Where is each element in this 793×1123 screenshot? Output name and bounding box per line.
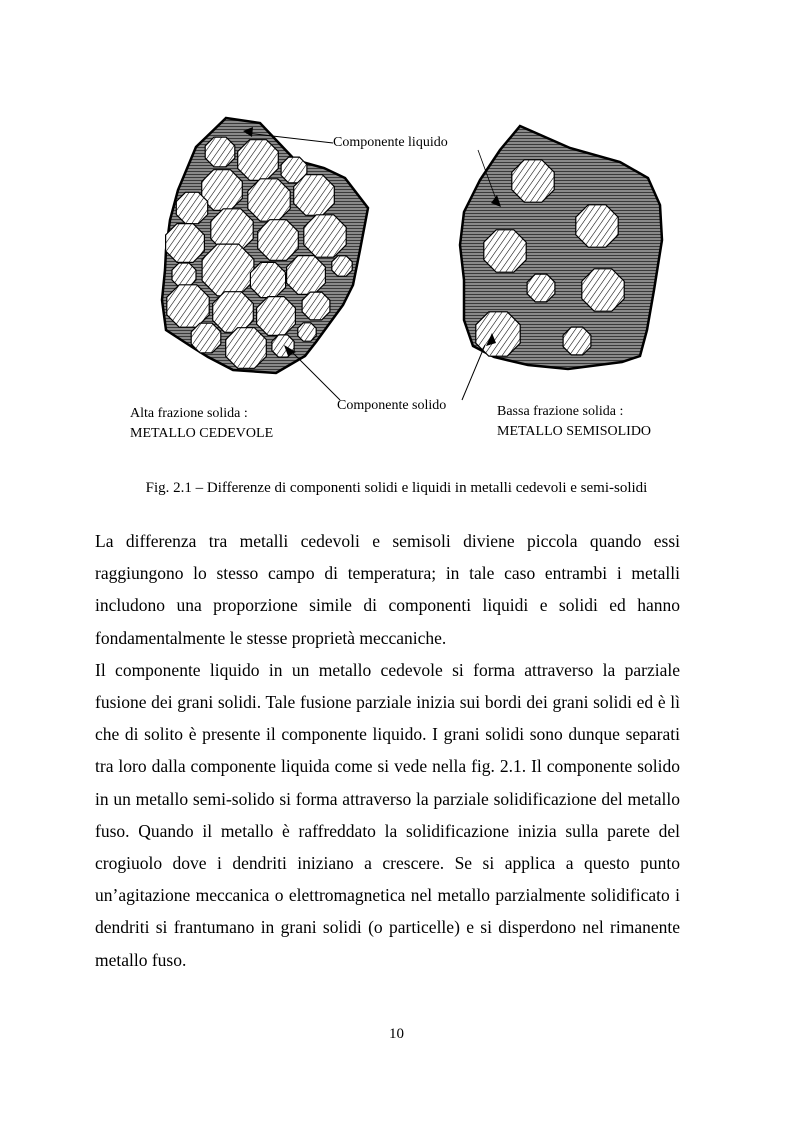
solid-grain — [191, 323, 221, 353]
solid-grain — [527, 274, 555, 302]
figure-caption: Fig. 2.1 – Differenze di componenti solidi e liquidi in metalli cedevoli e semi-solidi — [145, 480, 648, 496]
solid-grain — [257, 297, 296, 336]
figure-2-1 — [0, 0, 793, 470]
solid-grain — [166, 224, 205, 263]
solid-grain — [226, 328, 267, 369]
solid-grain — [563, 327, 591, 355]
page-number: 10 — [389, 1026, 404, 1042]
solid-grain — [298, 323, 316, 341]
solid-grain — [176, 192, 207, 223]
body-text — [95, 525, 680, 976]
paragraph: La differenza tra metalli cedevoli e semisoli diviene piccola quando essi raggiungono lo stesso campo di temperatura; in tale caso entrambi i metalli includono una proporzione simile di componenti liquidi e solidi ed hanno fondamentalmente le stesse proprietà meccaniche. — [95, 531, 680, 648]
liquid-component-label: Componente liquido — [333, 135, 448, 150]
solid-grain — [258, 220, 299, 261]
paragraph: Il componente liquido in un metallo cedevole si forma attraverso la parziale fusione dei grani solidi. Tale fusione parziale inizia sui bordi dei grani solidi ed è lì che di solito è presente il componente liquido. I grani solidi sono dunque separati tra loro dalla componente liquida come si vede nella fig. 2.1. Il componente solido in un metallo semi-solido si forma attraverso la parziale solidificazione del metallo fuso. Quando il metallo è raffreddato la solidificazione inizia sulla parete del crogiuolo dove i dendriti iniziano a crescere. Se si applica a questo punto un’agitazione meccanica o elettromagnetica nel metallo parzialmente solidificato i dendriti si frantumano in grani solidi (o particelle) e si disperdono nel rimanente metallo fuso. — [95, 659, 680, 970]
solid-grain — [202, 244, 254, 296]
solid-component-label: Componente solido — [337, 398, 447, 413]
solid-grain — [484, 230, 526, 272]
right-specimen-title: Bassa frazione solida : — [497, 404, 624, 419]
right-specimen-subtitle: METALLO SEMISOLIDO — [497, 424, 652, 439]
solid-grain — [248, 179, 290, 221]
solid-grain — [287, 256, 326, 295]
left-specimen-subtitle: METALLO CEDEVOLE — [130, 426, 274, 441]
solid-grain — [512, 160, 554, 202]
solid-grain — [238, 140, 279, 181]
solid-grain — [172, 263, 196, 287]
solid-grain — [250, 262, 285, 297]
solid-grain — [205, 137, 235, 167]
solid-grain — [332, 256, 352, 276]
solid-grain — [304, 215, 346, 257]
high-solid-fraction-specimen — [162, 118, 368, 373]
solid-grain — [582, 269, 624, 311]
solid-grain — [576, 205, 618, 247]
solid-grain — [167, 285, 209, 327]
solid-grain — [294, 175, 335, 216]
solid-grain — [302, 292, 330, 320]
solid-grain — [213, 292, 254, 333]
left-specimen-title: Alta frazione solida : — [130, 406, 248, 421]
low-solid-fraction-specimen — [460, 126, 662, 369]
solid-grain — [476, 312, 520, 356]
